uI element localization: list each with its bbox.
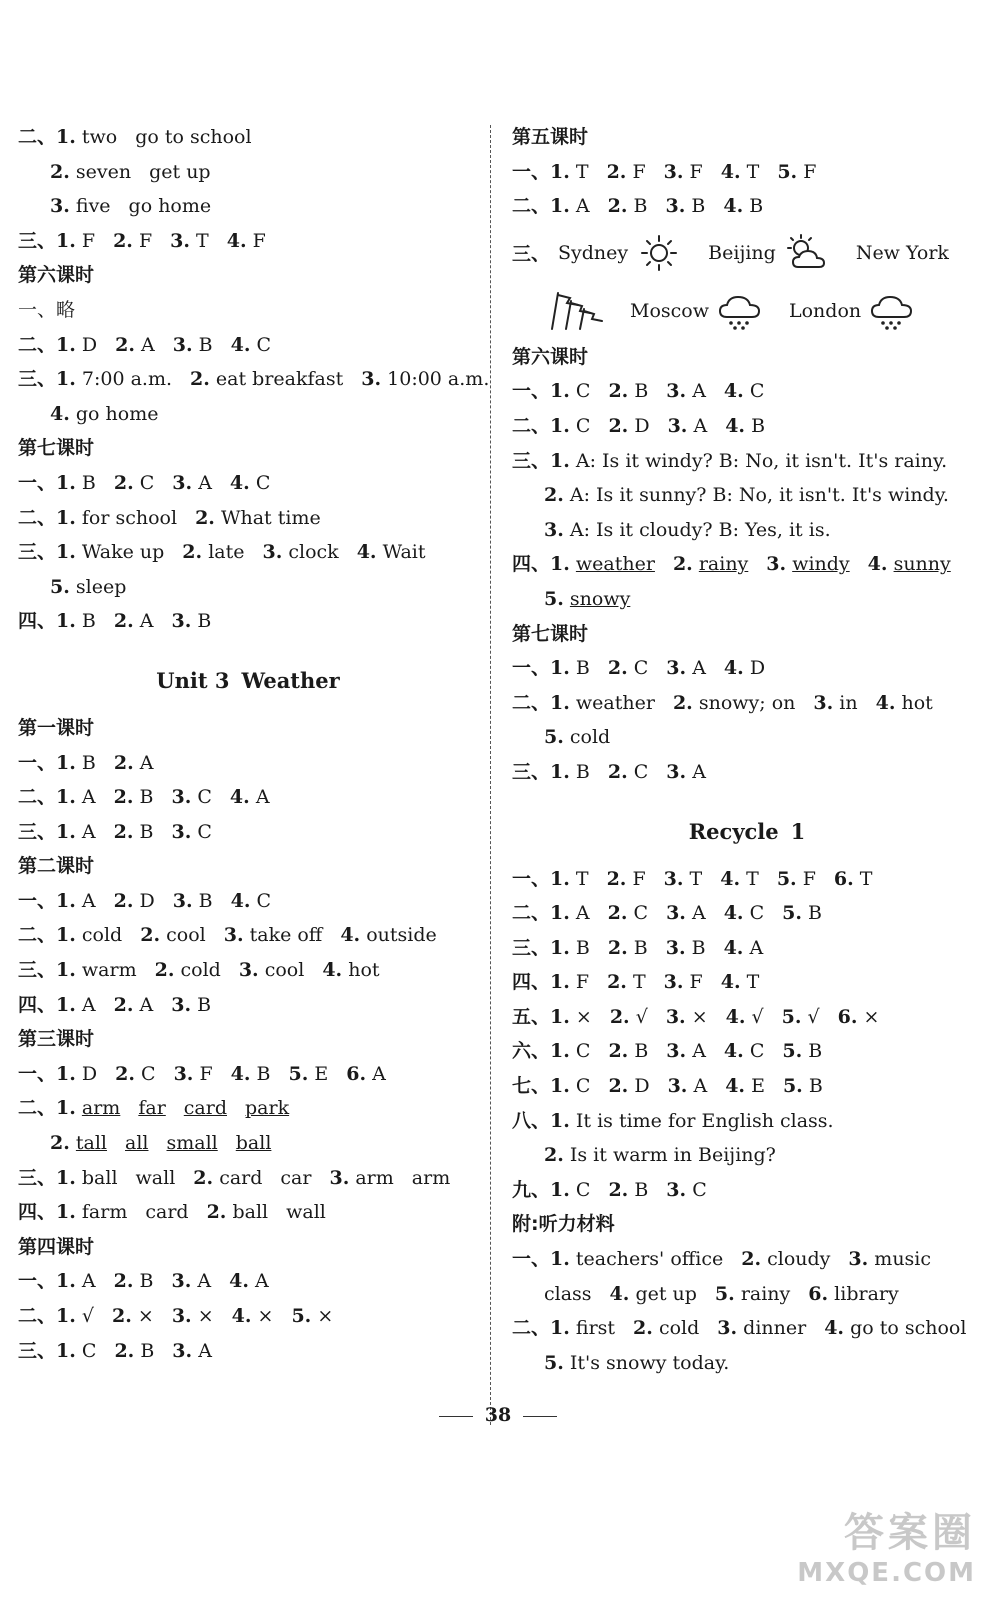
- answer-line: 四、1. B 2. A 3. B: [18, 610, 212, 633]
- answer-line: 一、1. B 2. C 3. A 4. C: [18, 471, 271, 494]
- answer-line: 三、1. B 2. C 3. A: [512, 760, 706, 783]
- answer-line: 三、1. A 2. B 3. C: [18, 820, 212, 843]
- snow-cloud-icon: [717, 291, 763, 331]
- page-number: 38: [0, 1404, 996, 1426]
- answer-line: 三、1. F 2. F 3. T 4. F: [18, 229, 266, 252]
- answer-line: 3. five go home: [50, 195, 212, 218]
- weather-row: [512, 282, 982, 340]
- answer-line: 三、1. B 2. B 3. B 4. A: [512, 936, 764, 959]
- answer-line: 三、1. C 2. B 3. A: [18, 1339, 212, 1362]
- answer-line: 一、1. B 2. C 3. A 4. D: [512, 657, 766, 680]
- answer-line: 一、1. A 2. B 3. A 4. A: [18, 1270, 269, 1293]
- unit-title: Recycle 1: [688, 818, 806, 844]
- answer-line: 二、1. for school 2. What time: [18, 506, 321, 529]
- answer-line: 三、1. 7:00 a.m. 2. eat breakfast 3. 10:00 a.m.: [18, 368, 490, 391]
- answer-line: 2. tall all small ball: [50, 1132, 272, 1155]
- weather-row: 三、 Sydney Beijing New York: [512, 224, 982, 282]
- answer-line: 5. cold: [544, 726, 611, 749]
- lesson-heading: 第四课时: [18, 1235, 95, 1258]
- city-moscow: Moscow: [630, 299, 709, 322]
- answer-line: 三、1. ball wall 2. card car 3. arm arm: [18, 1166, 451, 1189]
- answer-line: 九、1. C 2. B 3. C: [512, 1178, 707, 1201]
- answer-line: 四、1. A 2. A 3. B: [18, 993, 212, 1016]
- sun-icon: [636, 233, 682, 273]
- answer-line: 四、1. farm card 2. ball wall: [18, 1201, 326, 1224]
- answer-line: 一、1. C 2. B 3. A 4. C: [512, 380, 765, 403]
- answer-line: 二、1. C 2. D 3. A 4. B: [512, 414, 766, 437]
- answer-line: 六、1. C 2. B 3. A 4. C 5. B: [512, 1040, 823, 1063]
- answer-line: 二、1. two go to school: [18, 126, 252, 148]
- answer-line: class 4. get up 5. rainy 6. library: [544, 1282, 899, 1305]
- answer-line: 三、1. warm 2. cold 3. cool 4. hot: [18, 959, 380, 982]
- answer-line: 二、1. A 2. B 3. C 4. A: [18, 786, 270, 809]
- left-column: [18, 120, 490, 1368]
- column-divider: [490, 125, 491, 1425]
- wind-icon: [544, 291, 604, 331]
- answer-line: 5. It's snowy today.: [544, 1351, 730, 1374]
- answer-line: 二、1. √ 2. × 3. × 4. × 5. ×: [18, 1305, 334, 1327]
- answer-line: 四、1. weather 2. rainy 3. windy 4. sunny: [512, 553, 951, 576]
- answer-line: 一、1. teachers' office 2. cloudy 3. music: [512, 1248, 932, 1271]
- watermark: 答案圈 MXQE.COM: [797, 1510, 976, 1588]
- city-beijing: Beijing: [708, 241, 776, 264]
- answer-line: 五、1. × 2. √ 3. × 4. √ 5. √ 6. ×: [512, 1005, 880, 1028]
- lesson-heading: 第三课时: [18, 1028, 95, 1051]
- answer-line: 二、1. first 2. cold 3. dinner 4. go to school: [512, 1317, 967, 1340]
- answer-line: 二、1. A 2. B 3. B 4. B: [512, 195, 764, 218]
- answer-line: 二、1. arm far card park: [18, 1097, 290, 1120]
- answer-line: 2. seven get up: [50, 160, 211, 183]
- city-london: London: [789, 299, 862, 322]
- unit-title: Unit 3 Weather: [156, 667, 340, 693]
- answer-line: 5. sleep: [50, 575, 127, 598]
- answer-line: 一、略: [18, 298, 76, 321]
- answer-line: 4. go home: [50, 402, 159, 425]
- answer-line: 一、1. T 2. F 3. T 4. T 5. F 6. T: [512, 867, 873, 890]
- lesson-heading: 第六课时: [18, 264, 95, 287]
- lesson-heading: 第六课时: [512, 345, 589, 368]
- answer-line: 四、1. F 2. T 3. F 4. T: [512, 971, 760, 994]
- answer-line: 2. Is it warm in Beijing?: [544, 1144, 776, 1167]
- sun-cloud-icon: [784, 233, 830, 273]
- answer-line: 一、1. T 2. F 3. F 4. T 5. F: [512, 160, 817, 183]
- answer-line: 2. A: Is it sunny? B: No, it isn't. It's windy.: [544, 484, 949, 507]
- answer-line: 三、1. A: Is it windy? B: No, it isn't. It's rainy.: [512, 449, 948, 472]
- right-column: [512, 120, 982, 1380]
- answer-line: 二、1. D 2. A 3. B 4. C: [18, 333, 272, 356]
- lesson-heading: 第一课时: [18, 716, 95, 739]
- answer-line: 一、1. A 2. D 3. B 4. C: [18, 889, 272, 912]
- listening-heading: 附:听力材料: [512, 1213, 615, 1236]
- answer-line: 3. A: Is it cloudy? B: Yes, it is.: [544, 518, 831, 541]
- city-new-york: New York: [855, 241, 949, 264]
- snow-cloud-icon: [869, 291, 915, 331]
- answer-line: 八、1. It is time for English class.: [512, 1109, 834, 1132]
- answer-line: 一、1. D 2. C 3. F 4. B 5. E 6. A: [18, 1062, 386, 1085]
- answer-line: 七、1. C 2. D 3. A 4. E 5. B: [512, 1075, 823, 1098]
- answer-line: 二、1. weather 2. snowy; on 3. in 4. hot: [512, 691, 933, 714]
- answer-line: 三、1. Wake up 2. late 3. clock 4. Wait: [18, 541, 426, 564]
- lesson-heading: 第五课时: [512, 126, 589, 148]
- lesson-heading: 第二课时: [18, 855, 95, 878]
- answer-line: 一、1. B 2. A: [18, 751, 154, 774]
- answer-line: 二、1. A 2. C 3. A 4. C 5. B: [512, 902, 822, 925]
- answer-line: 二、1. cold 2. cool 3. take off 4. outside: [18, 924, 437, 947]
- lesson-heading: 第七课时: [512, 622, 589, 645]
- city-sydney: Sydney: [558, 241, 629, 264]
- answer-line: 5. snowy: [544, 587, 631, 610]
- lesson-heading: 第七课时: [18, 437, 95, 460]
